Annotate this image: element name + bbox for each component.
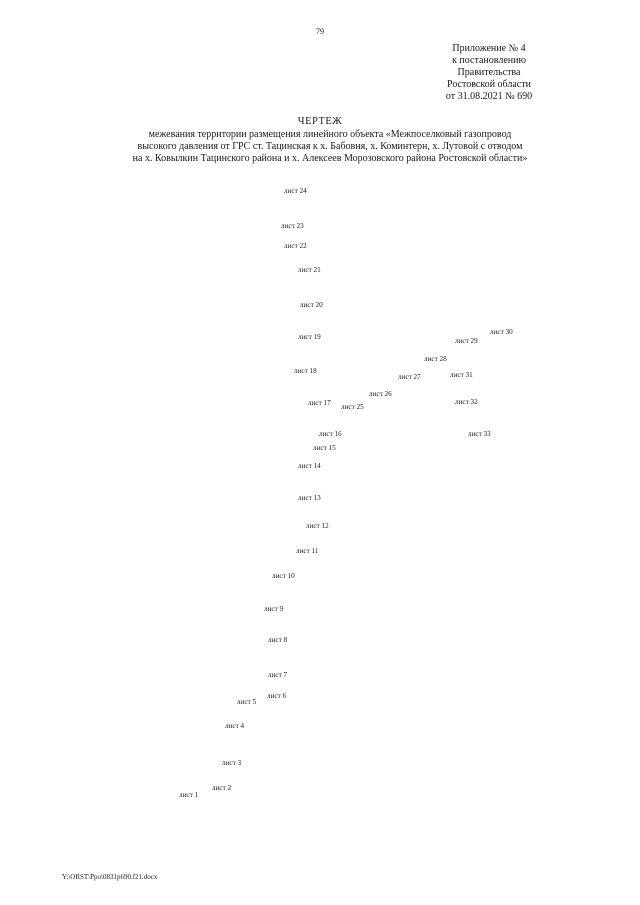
sheet-label-1: лист 1 — [179, 791, 199, 799]
sheet-label-10: лист 10 — [272, 572, 295, 580]
sheet-label-26: лист 26 — [369, 390, 392, 398]
sheet-label-23: лист 23 — [281, 222, 304, 230]
sheet-label-13: лист 13 — [298, 494, 321, 502]
sheet-label-27: лист 27 — [398, 373, 421, 381]
sheet-label-28: лист 28 — [424, 355, 447, 363]
sheet-label-33: лист 33 — [468, 430, 491, 438]
sheet-label-16: лист 16 — [319, 430, 342, 438]
sheet-label-11: лист 11 — [296, 547, 319, 555]
sheet-label-15: лист 15 — [313, 444, 336, 452]
document-title: ЧЕРТЕЖ — [297, 116, 343, 127]
sheet-label-25: лист 25 — [341, 403, 364, 411]
appendix-line: Ростовской области — [447, 79, 531, 90]
sheet-label-21: лист 21 — [298, 266, 321, 274]
sheet-label-8: лист 8 — [268, 636, 288, 644]
sheet-label-14: лист 14 — [298, 462, 321, 470]
sheet-label-2: лист 2 — [212, 784, 232, 792]
sheet-label-3: лист 3 — [222, 759, 242, 767]
sheet-label-5: лист 5 — [237, 698, 257, 706]
sheet-label-22: лист 22 — [284, 242, 307, 250]
subtitle-line: высокого давления от ГРС ст. Тацинская к х. Бабовня, х. Коминтерн, х. Лутовой с отводом — [137, 141, 523, 152]
page-number: 79 — [316, 27, 324, 36]
appendix-block — [399, 43, 579, 103]
appendix-line: Приложение № 4 — [452, 43, 526, 54]
footer-file-path: Y:\ORST\Ppo\0831p690.f21.docx — [62, 873, 158, 881]
sheet-label-17: лист 17 — [308, 399, 331, 407]
sheet-label-9: лист 9 — [264, 605, 284, 613]
sheet-label-4: лист 4 — [225, 722, 245, 730]
sheet-label-20: лист 20 — [300, 301, 323, 309]
sheet-label-30: лист 30 — [490, 328, 513, 336]
sheet-label-31: лист 31 — [450, 371, 473, 379]
sheet-label-29: лист 29 — [455, 337, 478, 345]
appendix-line: от 31.08.2021 № 690 — [445, 91, 533, 102]
subtitle-line: межевания территории размещения линейного объекта «Межпоселковый газопровод — [148, 129, 512, 140]
document-subtitle — [100, 129, 560, 165]
sheet-label-24: лист 24 — [284, 187, 307, 195]
sheet-label-7: лист 7 — [268, 671, 288, 679]
sheet-label-18: лист 18 — [294, 367, 317, 375]
sheet-label-32: лист 32 — [455, 398, 478, 406]
sheet-label-6: лист 6 — [267, 692, 287, 700]
sheet-label-12: лист 12 — [306, 522, 329, 530]
appendix-line: Правительства — [457, 67, 521, 78]
sheet-label-19: лист 19 — [298, 333, 321, 341]
subtitle-line: на х. Ковылкин Тацинского района и х. Алексеев Морозовского района Ростовской области» — [132, 153, 528, 164]
appendix-line: к постановлению — [452, 55, 526, 66]
